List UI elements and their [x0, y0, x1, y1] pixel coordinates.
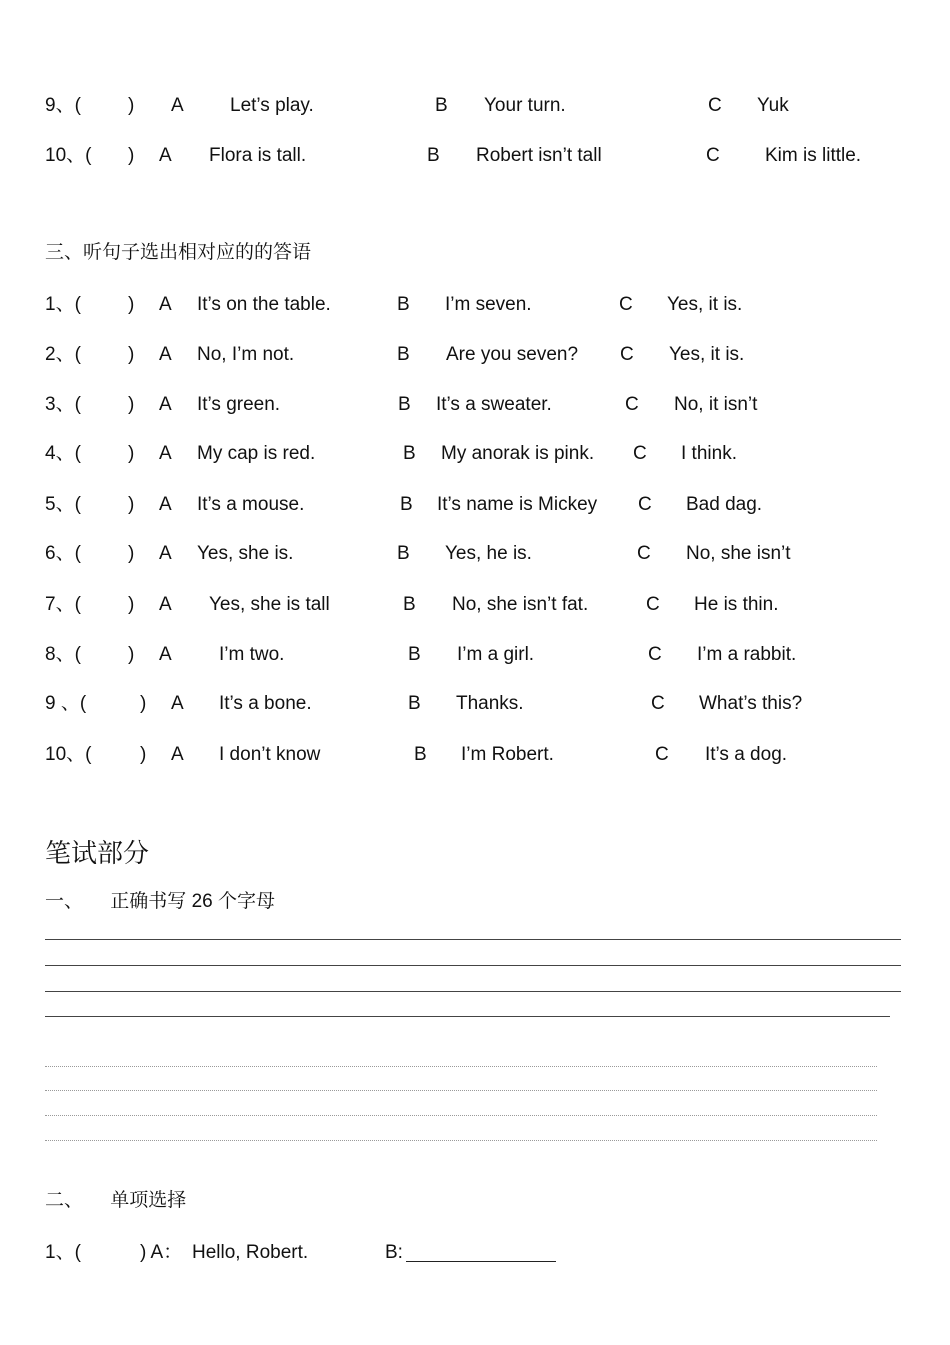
written-part-title: 笔试部分 [45, 838, 150, 868]
option-b-text: No, she isn’t fat. [452, 594, 589, 615]
question-number: 5、( [45, 494, 81, 515]
option-a-letter: A [171, 744, 184, 765]
option-c-letter: C [638, 494, 652, 515]
question-number: 1、( [45, 294, 81, 315]
option-b-letter: B [435, 95, 448, 116]
option-a-letter: A [171, 693, 184, 714]
answer-paren-close: ) [128, 543, 135, 564]
section-heading-part3: 三、听句子选出相对应的的答语 [45, 242, 312, 263]
section-number: 二、 [45, 1190, 84, 1211]
option-c-text: He is thin. [694, 594, 779, 615]
listening-question [0, 291, 950, 319]
option-b-text: It’s name is Mickey [437, 494, 598, 515]
option-c-letter: C [637, 543, 651, 564]
option-b-letter: B [398, 394, 411, 415]
section-number: 一、 [45, 891, 84, 912]
option-c-text: What’s this? [699, 693, 803, 714]
option-b-letter: B [397, 543, 410, 564]
option-a-letter: A [159, 494, 172, 515]
question-number: 1、( [45, 1242, 81, 1263]
answer-paren-close: ) [140, 744, 147, 765]
option-a-text: Yes, she is tall [209, 594, 330, 615]
option-a-text: Let’s play. [230, 95, 314, 116]
question-number: 6、( [45, 543, 81, 564]
option-b-text: Robert isn’t tall [476, 145, 602, 166]
answer-paren-close: ) [128, 594, 135, 615]
writing-line [45, 965, 901, 966]
option-c-letter: C [633, 443, 647, 464]
option-b-text: My anorak is pink. [441, 443, 595, 464]
option-a-text: No, I’m not. [197, 344, 295, 365]
writing-guide-line [45, 1140, 877, 1141]
option-a-text: It’s a mouse. [197, 494, 305, 515]
section-heading-alphabet [45, 888, 275, 916]
writing-guide-line [45, 1115, 877, 1116]
option-a-text: It’s on the table. [197, 294, 331, 315]
option-b-letter: B [403, 443, 416, 464]
option-a-letter: A [159, 594, 172, 615]
section-title: 正确书写 26 个字母 [110, 891, 275, 912]
option-c-text: It’s a dog. [705, 744, 788, 765]
option-a-text: Flora is tall. [209, 145, 307, 166]
option-c-text: Yes, it is. [669, 344, 745, 365]
option-b-text: Are you seven? [446, 344, 579, 365]
option-b-text: Thanks. [456, 693, 524, 714]
option-a-letter: A [159, 344, 172, 365]
option-c-text: Kim is little. [765, 145, 862, 166]
answer-paren-close: ) [128, 344, 135, 365]
listening-question [0, 391, 950, 419]
answer-paren-close: ) [128, 443, 135, 464]
answer-paren-close: ) [128, 644, 135, 665]
option-c-letter: C [625, 394, 639, 415]
question-number: 10、( [45, 744, 92, 765]
question-number: 7、( [45, 594, 81, 615]
listening-question [0, 92, 950, 120]
listening-question [0, 540, 950, 568]
option-c-letter: C [651, 693, 665, 714]
section-title: 单项选择 [110, 1190, 187, 1211]
option-a-text: I don’t know [219, 744, 321, 765]
option-c-text: No, it isn’t [674, 394, 758, 415]
option-b-letter: B [408, 644, 421, 665]
writing-guide-line [45, 1066, 877, 1067]
option-b-letter: B [414, 744, 427, 765]
option-b-text: Your turn. [484, 95, 566, 116]
speaker-a-label: ) A： [140, 1242, 183, 1263]
option-c-letter: C [619, 294, 633, 315]
option-c-letter: C [708, 95, 722, 116]
option-c-letter: C [706, 145, 720, 166]
question-number: 3、( [45, 394, 81, 415]
option-c-text: I’m a rabbit. [697, 644, 797, 665]
option-a-letter: A [159, 443, 172, 464]
question-number: 4、( [45, 443, 81, 464]
answer-paren-close: ) [128, 145, 135, 166]
option-b-text: It’s a sweater. [436, 394, 552, 415]
answer-paren-close: ) [128, 95, 135, 116]
listening-question [0, 491, 950, 519]
option-c-text: Bad dag. [686, 494, 763, 515]
listening-question [0, 641, 950, 669]
listening-question [0, 741, 950, 769]
speaker-b-label: B: [385, 1242, 403, 1263]
option-c-letter: C [655, 744, 669, 765]
answer-paren-close: ) [140, 693, 147, 714]
question-number: 9、( [45, 95, 81, 116]
question-number: 2、( [45, 344, 81, 365]
option-b-letter: B [397, 344, 410, 365]
answer-paren-close: ) [128, 294, 135, 315]
speaker-a-text: Hello, Robert. [192, 1242, 309, 1263]
option-b-letter: B [400, 494, 413, 515]
option-c-letter: C [620, 344, 634, 365]
option-a-text: It’s green. [197, 394, 281, 415]
option-c-text: Yuk [757, 95, 789, 116]
option-a-text: It’s a bone. [219, 693, 312, 714]
option-a-letter: A [159, 543, 172, 564]
listening-question [0, 690, 950, 718]
option-b-letter: B [403, 594, 416, 615]
answer-paren-close: ) [128, 394, 135, 415]
option-c-text: No, she isn’t [686, 543, 791, 564]
option-c-text: I think. [681, 443, 737, 464]
option-a-letter: A [159, 394, 172, 415]
option-a-text: My cap is red. [197, 443, 316, 464]
option-c-letter: C [646, 594, 660, 615]
writing-line [45, 991, 901, 992]
answer-paren-close: ) [128, 494, 135, 515]
question-number: 8、( [45, 644, 81, 665]
option-c-letter: C [648, 644, 662, 665]
option-a-text: Yes, she is. [197, 543, 294, 564]
option-b-text: I’m seven. [445, 294, 532, 315]
option-b-text: I’m a girl. [457, 644, 535, 665]
option-b-letter: B [408, 693, 421, 714]
option-a-letter: A [159, 294, 172, 315]
option-b-letter: B [397, 294, 410, 315]
writing-line [45, 1016, 890, 1017]
listening-question [0, 341, 950, 369]
option-a-letter: A [171, 95, 184, 116]
option-a-letter: A [159, 145, 172, 166]
option-a-letter: A [159, 644, 172, 665]
writing-guide-line [45, 1090, 877, 1091]
listening-question [0, 440, 950, 468]
section-heading-choice [45, 1187, 186, 1215]
question-number: 9 、( [45, 693, 87, 714]
writing-line [45, 939, 901, 940]
answer-blank[interactable] [406, 1241, 556, 1262]
option-b-text: I’m Robert. [461, 744, 554, 765]
option-b-letter: B [427, 145, 440, 166]
option-c-text: Yes, it is. [667, 294, 743, 315]
question-number: 10、( [45, 145, 92, 166]
option-b-text: Yes, he is. [445, 543, 532, 564]
choice-question [0, 1239, 950, 1267]
option-a-text: I’m two. [219, 644, 285, 665]
listening-question [0, 591, 950, 619]
listening-question [0, 142, 950, 170]
